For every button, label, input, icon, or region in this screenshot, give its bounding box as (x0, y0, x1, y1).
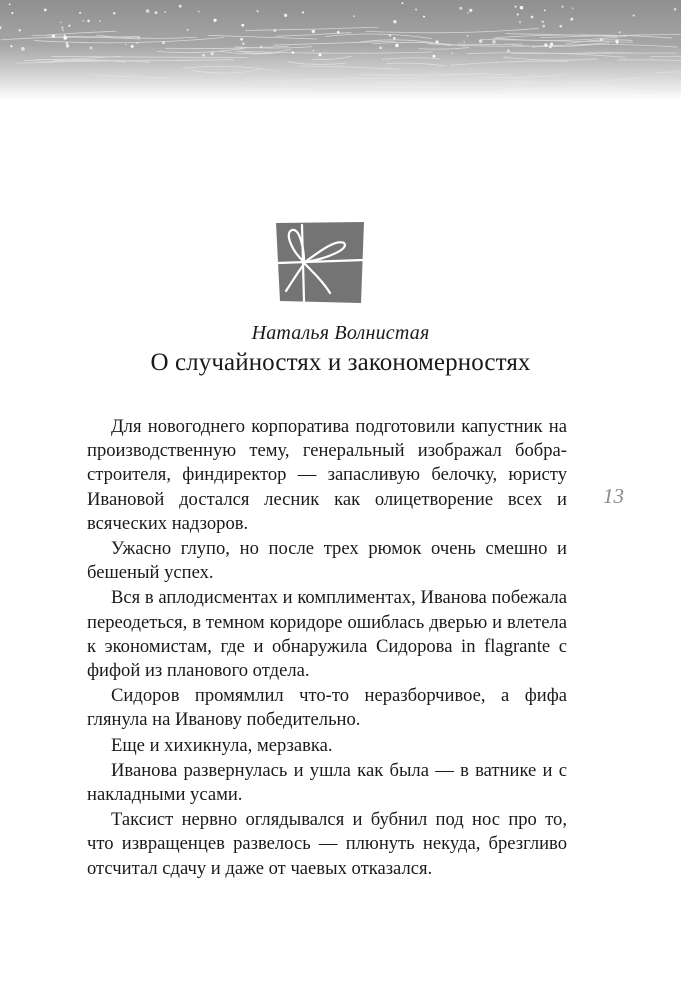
gift-icon (274, 221, 366, 304)
paragraph: Ужасно глупо, но после трех рюмок очень смешно и бешеный успех. (87, 538, 567, 584)
paragraph: Иванова развернулась и ушла как была — в ватнике и с накладными усами. (87, 759, 567, 806)
story-title: О случайностях и закономерностях (150, 349, 531, 376)
paragraph: Вся в аплодисментах и комплиментах, Иванова побежала переодеться, в темном коридоре ошиблась дверью и влетела к экономистам, где и обнаружила Сидорова in flagrante с фифой из планового отдела. (87, 587, 567, 682)
page-number: 13 (603, 484, 624, 508)
paragraph: Сидоров промямлил что-то неразборчивое, а фифа глянула на Иванову победительно. (87, 685, 567, 731)
paragraph: Таксист нервно оглядывался и бубнил под нос про то, что извращенцев развелось — плюнуть некуда, брезгливо отсчитал сдачу и даже от чаевых отказался. (87, 809, 567, 879)
author-name: Наталья Волнистая (251, 322, 430, 344)
story-body (87, 415, 567, 882)
paragraph: Для новогоднего корпоратива подготовили капустник на производственную тему, генеральный изображал бобра-строителя, финдиректор — запасливую белочку, юристу Ивановой достался лесник как олицетворение всех и всяческих надзоров. (87, 416, 567, 534)
paragraph: Еще и хихикнула, мерзавка. (111, 734, 333, 756)
decorative-header-band (0, 0, 681, 100)
